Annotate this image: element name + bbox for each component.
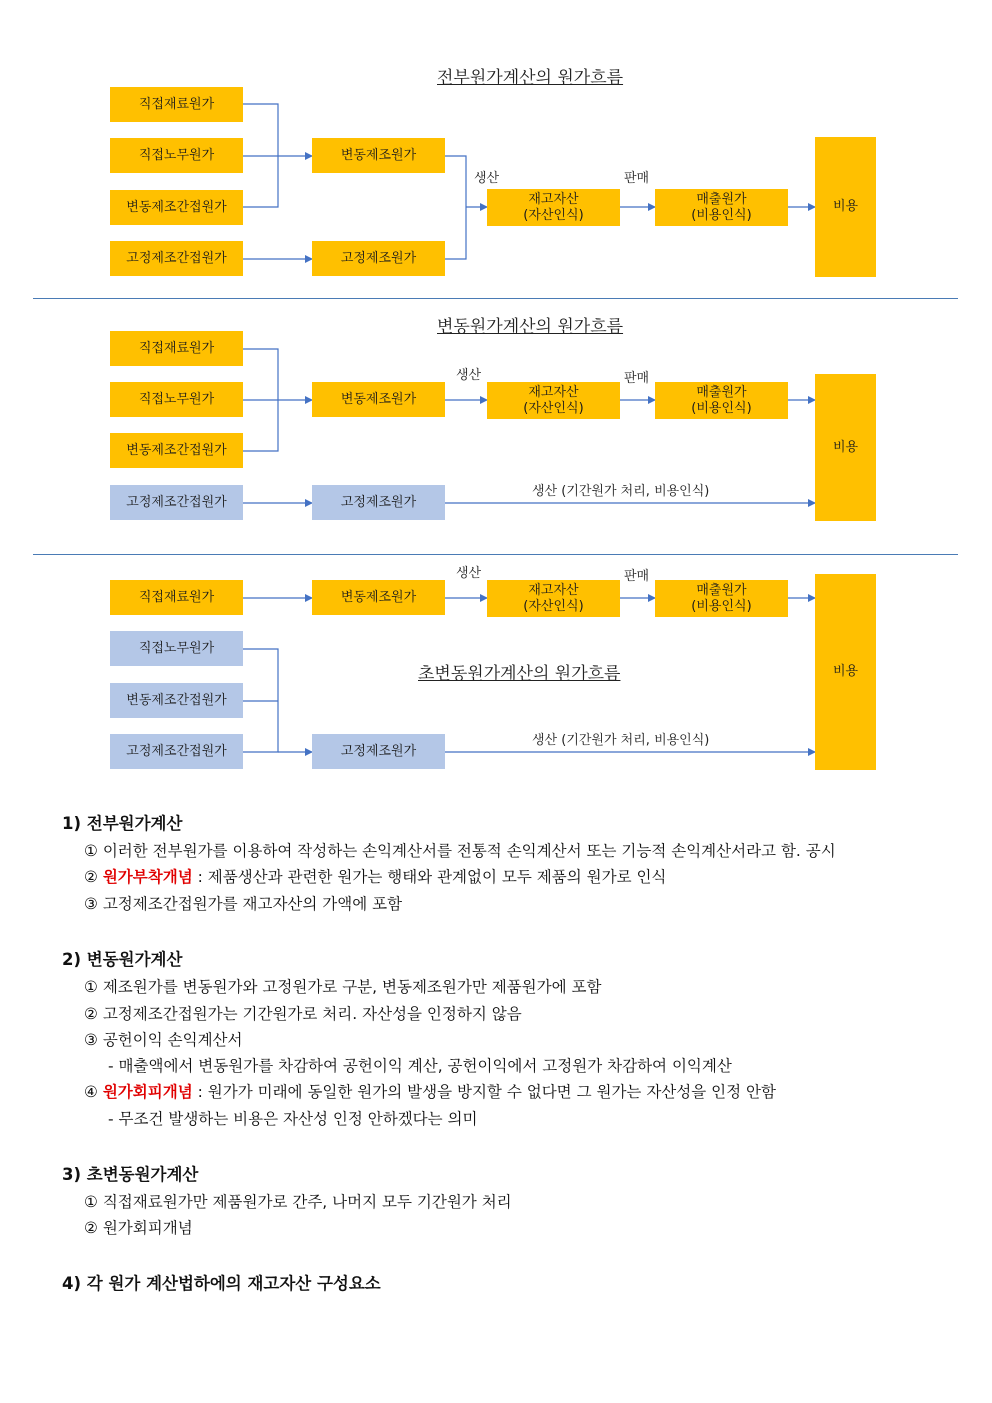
- list-item: ① 직접재료원가만 제품원가로 간주, 나머지 모두 기간원가 처리: [84, 1193, 512, 1211]
- direct-labor-box: 직접노무원가: [110, 631, 243, 666]
- expense-box: 비용: [815, 374, 876, 521]
- inventory-box: [487, 580, 620, 617]
- list-item: ① 이러한 전부원가를 이용하여 작성하는 손익계산서를 전통적 손익계산서 또는 기능적 손익계산서라고 함. 공시: [84, 842, 836, 860]
- list-item-text: : 제품생산과 관련한 원가는 행태와 관계없이 모두 제품의 원가로 인식: [192, 868, 667, 886]
- variable-overhead-box: 변동제조간접원가: [110, 683, 243, 718]
- fixed-manufacturing-cost-box: 고정제조원가: [312, 241, 445, 276]
- cogs-box: [655, 382, 788, 419]
- inventory-sub-label: (자산인식): [523, 598, 584, 614]
- cogs-sub-label: (비용인식): [691, 598, 752, 614]
- list-marker: ②: [84, 868, 103, 886]
- cogs-label: 매출원가: [696, 582, 747, 598]
- list-marker: ④: [84, 1083, 103, 1101]
- direct-labor-box: 직접노무원가: [110, 382, 243, 417]
- section-heading-inventory: 4) 각 원가 계산법하에의 재고자산 구성요소: [62, 1274, 381, 1293]
- direct-material-box: 직접재료원가: [110, 580, 243, 615]
- variable-overhead-box: 변동제조간접원가: [110, 190, 243, 225]
- inventory-box: [487, 382, 620, 419]
- cogs-sub-label: (비용인식): [691, 207, 752, 223]
- diagram-title-throughput: 초변동원가계산의 원가흐름: [418, 664, 621, 684]
- inventory-label: 재고자산: [528, 384, 579, 400]
- list-item: ② 고정제조간접원가는 기간원가로 처리. 자산성을 인정하지 않음: [84, 1005, 522, 1023]
- direct-material-box: 직접재료원가: [110, 87, 243, 122]
- highlighted-term: 원가부착개념: [102, 868, 193, 886]
- cogs-sub-label: (비용인식): [691, 400, 752, 416]
- direct-labor-box: 직접노무원가: [110, 138, 243, 173]
- sell-label: 판매: [624, 569, 650, 584]
- cogs-label: 매출원가: [696, 191, 747, 207]
- list-item: ③ 고정제조간접원가를 재고자산의 가액에 포함: [84, 895, 403, 913]
- inventory-box: [487, 189, 620, 226]
- variable-manufacturing-cost-box: 변동제조원가: [312, 580, 445, 615]
- variable-manufacturing-cost-box: 변동제조원가: [312, 382, 445, 417]
- cogs-label: 매출원가: [696, 384, 747, 400]
- divider: [33, 298, 958, 299]
- inventory-label: 재고자산: [528, 191, 579, 207]
- expense-box: 비용: [815, 574, 876, 770]
- section-heading-variable: 2) 변동원가계산: [62, 950, 183, 969]
- section-heading-absorption: 1) 전부원가계산: [62, 814, 183, 833]
- inventory-label: 재고자산: [528, 582, 579, 598]
- section-heading-throughput: 3) 초변동원가계산: [62, 1165, 199, 1184]
- variable-manufacturing-cost-box: 변동제조원가: [312, 138, 445, 173]
- fixed-overhead-box: 고정제조간접원가: [110, 485, 243, 520]
- fixed-overhead-box: 고정제조간접원가: [110, 241, 243, 276]
- inventory-sub-label: (자산인식): [523, 400, 584, 416]
- cogs-box: [655, 580, 788, 617]
- divider: [33, 554, 958, 555]
- sell-label: 판매: [624, 371, 650, 386]
- direct-material-box: 직접재료원가: [110, 331, 243, 366]
- sub-list-item: - 무조건 발생하는 비용은 자산성 인정 안하겠다는 의미: [108, 1110, 478, 1128]
- list-item-text: : 원가가 미래에 동일한 원가의 발생을 방지할 수 없다면 그 원가는 자산성을 인정 안함: [192, 1083, 776, 1101]
- variable-overhead-box: 변동제조간접원가: [110, 433, 243, 468]
- fixed-manufacturing-cost-box: 고정제조원가: [312, 734, 445, 769]
- list-item: ③ 공헌이익 손익계산서: [84, 1031, 243, 1049]
- list-item: [84, 1080, 776, 1102]
- inventory-sub-label: (자산인식): [523, 207, 584, 223]
- produce-label: 생산: [456, 566, 482, 581]
- diagram-title-variable: 변동원가계산의 원가흐름: [437, 317, 624, 337]
- sub-list-item: - 매출액에서 변동원가를 차감하여 공헌이익 계산, 공헌이익에서 고정원가 차감하여 이익계산: [108, 1057, 732, 1075]
- diagram-title-absorption: 전부원가계산의 원가흐름: [437, 68, 624, 88]
- highlighted-term: 원가회피개념: [102, 1083, 193, 1101]
- fixed-manufacturing-cost-box: 고정제조원가: [312, 485, 445, 520]
- period-cost-label: 생산 (기간원가 처리, 비용인식): [532, 733, 710, 748]
- produce-label: 생산: [474, 171, 500, 186]
- expense-box: 비용: [815, 137, 876, 277]
- fixed-overhead-box: 고정제조간접원가: [110, 734, 243, 769]
- list-item: [84, 865, 666, 887]
- list-item: ② 원가회피개념: [84, 1219, 193, 1237]
- period-cost-label: 생산 (기간원가 처리, 비용인식): [532, 484, 710, 499]
- list-item: ① 제조원가를 변동원가와 고정원가로 구분, 변동제조원가만 제품원가에 포함: [84, 978, 602, 996]
- sell-label: 판매: [624, 171, 650, 186]
- cogs-box: [655, 189, 788, 226]
- produce-label: 생산: [456, 368, 482, 383]
